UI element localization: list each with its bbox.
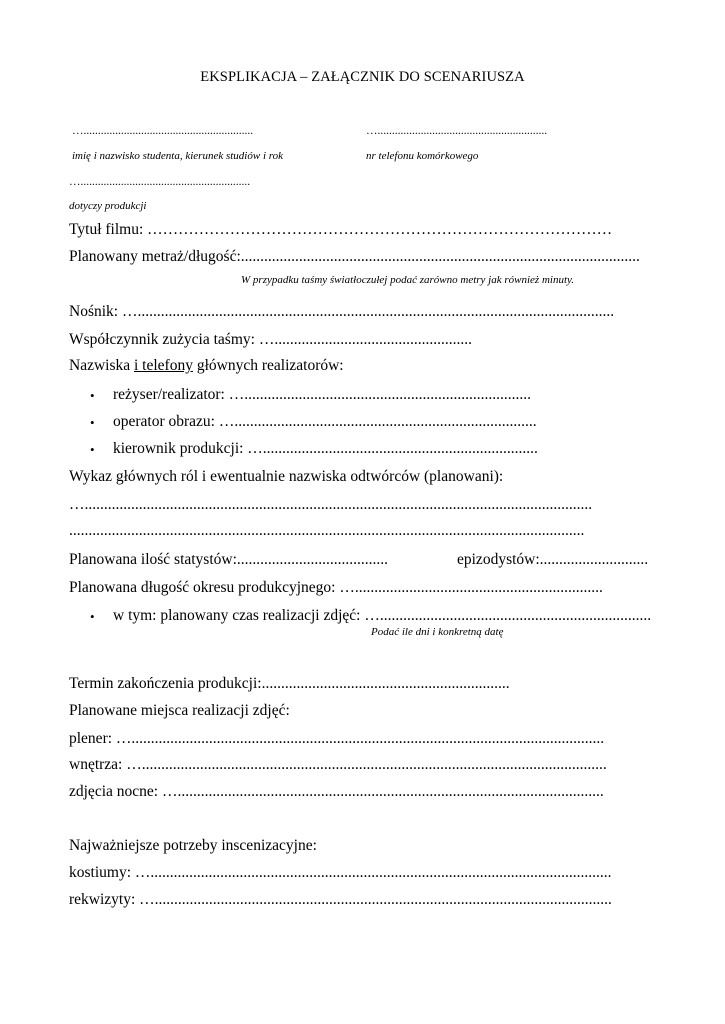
completion-field[interactable]: Termin zakończenia produkcji:................................................................ <box>69 675 510 692</box>
names-intro-start: Nazwiska <box>69 357 134 374</box>
bullet-icon: • <box>90 415 95 430</box>
film-title-field[interactable]: Tytuł filmu: ……………………………………………………………………………… <box>69 221 613 238</box>
phone-caption: nr telefonu komórkowego <box>366 150 479 162</box>
student-fill[interactable]: …........................................................... <box>72 125 254 137</box>
extras-field[interactable]: Planowana ilość statystów:....................................... <box>69 551 389 568</box>
interiors-field[interactable]: wnętrza: …........................................................................................................................ <box>69 756 607 773</box>
medium-field[interactable]: Nośnik: …........................................................................................................................... <box>69 303 615 320</box>
operator-field[interactable]: operator obrazu: ….............................................................................. <box>113 413 537 430</box>
bullet-icon: • <box>90 442 95 457</box>
roles-line-1[interactable]: …................................................................................................................................... <box>69 496 593 513</box>
roles-intro: Wykaz głównych ról i ewentualnie nazwiska odtwórców (planowani): <box>69 468 504 485</box>
locations-intro: Planowane miejsca realizacji zdjęć: <box>69 702 290 719</box>
needs-intro: Najważniejsze potrzeby inscenizacyjne: <box>69 837 317 854</box>
student-caption: imię i nazwisko studenta, kierunek studiów i rok <box>72 150 284 162</box>
production-caption: dotyczy produkcji <box>69 200 147 212</box>
episodic-field[interactable]: epizodystów:............................ <box>457 551 649 568</box>
outdoor-field[interactable]: plener: ….......................................................................................................................... <box>69 730 605 747</box>
bullet-icon: • <box>90 609 95 624</box>
production-fill[interactable]: …........................................................... <box>69 176 251 188</box>
shooting-note: Podać ile dni i konkretną datę <box>371 626 504 638</box>
manager-field[interactable]: kierownik produkcji: …....................................................................... <box>113 440 538 457</box>
page-title: EKSPLIKACJA – ZAŁĄCZNIK DO SCENARIUSZA <box>200 69 525 85</box>
production-period-field[interactable]: Planowana długość okresu produkcyjnego: …................................................................ <box>69 579 603 596</box>
bullet-icon: • <box>90 388 95 403</box>
names-intro-end: głównych realizatorów: <box>192 357 344 374</box>
length-note: W przypadku taśmy światłoczułej podać zarówno metry jak również minuty. <box>241 274 575 286</box>
phone-fill[interactable]: …........................................................... <box>366 125 548 137</box>
costumes-field[interactable]: kostiumy: …....................................................................................................................... <box>69 864 612 881</box>
roles-line-2[interactable]: ..................................................................................................................................... <box>69 522 585 539</box>
names-intro <box>69 357 344 375</box>
tape-ratio-field[interactable]: Współczynnik zużycia taśmy: …................................................... <box>69 331 472 348</box>
props-field[interactable]: rekwizyty: …...................................................................................................................... <box>69 891 612 908</box>
director-field[interactable]: reżyser/realizator: ….......................................................................... <box>113 386 531 403</box>
planned-length-field[interactable]: Planowany metraż/długość:....................................................................................................... <box>69 248 640 265</box>
names-intro-underlined: i telefony <box>134 357 193 374</box>
shooting-time-field[interactable]: w tym: planowany czas realizacji zdjęć: …...................................................................... <box>113 607 652 624</box>
night-field[interactable]: zdjęcia nocne: ….............................................................................................................. <box>69 783 604 800</box>
